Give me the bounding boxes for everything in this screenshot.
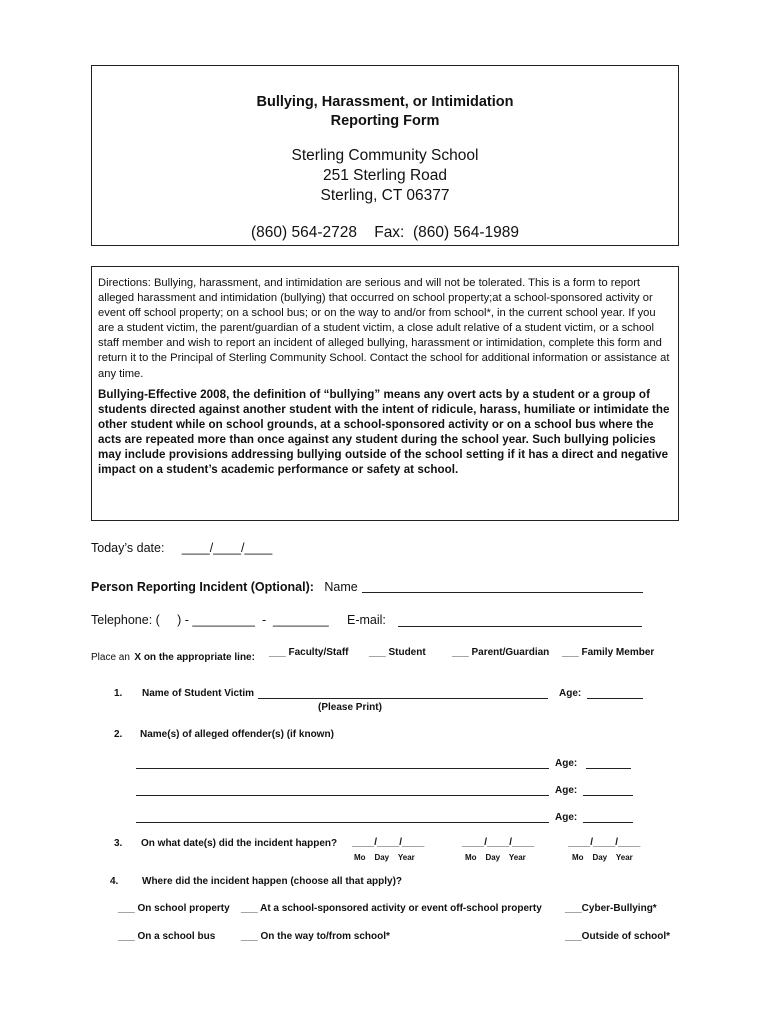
address-line-1: 251 Sterling Road: [322, 167, 448, 184]
victim-name-field[interactable]: [258, 698, 548, 699]
school-address: [92, 146, 678, 206]
bullying-definition: Bullying-Effective 2008, the definition of “bullying” means any overt acts by a student or a group of students directed against another student with the intent of ridicule, harass, humiliate or intimidate the other student while on school grounds, at a school-sponsored activity or on a school bus where the acts are repeated more than once against any student during the school year. Such bullying policies may include provisions addressing bullying outside of the school setting if it has a direct and negative impact on a student’s academic performance or safety at school.: [98, 387, 670, 477]
role-student[interactable]: ___ Student: [369, 647, 426, 658]
offender-age-field[interactable]: [583, 822, 633, 823]
header-box: [91, 65, 679, 246]
offender-name-field[interactable]: [136, 768, 549, 769]
offender-age-label: Age:: [555, 812, 578, 823]
incident-date-field[interactable]: ____/____/____: [462, 837, 535, 848]
school-name: Sterling Community School: [291, 147, 479, 164]
location-cyber-bullying[interactable]: ___Cyber-Bullying*: [565, 903, 657, 914]
q1-number: 1.: [114, 688, 123, 699]
location-on-school-property[interactable]: ___ On school property: [118, 903, 230, 914]
role-parent-guardian[interactable]: ___ Parent/Guardian: [452, 647, 550, 658]
role-faculty-staff[interactable]: ___ Faculty/Staff: [269, 647, 349, 658]
q2-label: Name(s) of alleged offender(s) (if known): [140, 729, 334, 740]
date-legend: Mo Day Year: [465, 853, 526, 862]
form-title: [92, 93, 678, 131]
victim-age-field[interactable]: [587, 698, 643, 699]
q4-number: 4.: [110, 876, 119, 887]
q3-number: 3.: [114, 838, 123, 849]
role-row: [91, 647, 255, 665]
offender-age-label: Age:: [555, 758, 578, 769]
reporter-label: Person Reporting Incident (Optional):: [91, 580, 314, 594]
date-legend: Mo Day Year: [354, 853, 415, 862]
title-line-1: Bullying, Harassment, or Intimidation: [256, 94, 514, 110]
today-date-row: [91, 541, 272, 555]
q1-age-label: Age:: [559, 688, 582, 699]
email-label: E-mail:: [347, 613, 386, 627]
offender-name-field[interactable]: [136, 795, 549, 796]
date-legend: Mo Day Year: [572, 853, 633, 862]
directions-box: [91, 266, 679, 521]
telephone-field[interactable]: Telephone: ( ) - _________ - ________: [91, 613, 329, 627]
phone-fax: (860) 564-2728 Fax: (860) 564-1989: [251, 224, 519, 241]
q1-label: Name of Student Victim: [142, 688, 255, 699]
title-line-2: Reporting Form: [330, 113, 440, 129]
please-print-note: (Please Print): [318, 702, 382, 713]
location-outside-of-school[interactable]: ___Outside of school*: [565, 931, 671, 942]
place-prefix: Place an: [91, 652, 130, 663]
offender-age-label: Age:: [555, 785, 578, 796]
q3-label: On what date(s) did the incident happen?: [141, 838, 338, 849]
q4-label: Where did the incident happen (choose all that apply)?: [142, 876, 403, 887]
q2-number: 2.: [114, 729, 123, 740]
reporter-name-label: Name: [324, 580, 358, 594]
reporter-name-field[interactable]: [362, 592, 643, 593]
address-line-2: Sterling, CT 06377: [320, 187, 450, 204]
reporter-row: [91, 578, 651, 596]
offender-age-field[interactable]: [583, 795, 633, 796]
offender-name-field[interactable]: [136, 822, 549, 823]
location-school-sponsored-event[interactable]: ___ At a school-sponsored activity or event off-school property: [241, 903, 542, 914]
place-instruction: X on the appropriate line:: [134, 652, 255, 663]
incident-date-field[interactable]: ____/____/____: [352, 837, 425, 848]
today-date-label: Today’s date:: [91, 541, 165, 555]
directions-text: Directions: Bullying, harassment, and intimidation are serious and will not be tolerated. This is a form to report alleged harassment and intimidation (bullying) that occurred on school property;at a school-sponsored activity or event off school property; on a school bus; or on the way to and/or from school*, in the current school year. If you are a student victim, the parent/guardian of a student victim, a close adult relative of a student victim, or a school staff member and wish to report an incident of alleged bullying, harassment or intimidation, complete this form and return it to the Principal of Sterling Community School. Contact the school for additional information or assistance at any time.: [98, 277, 670, 380]
location-way-to-from-school[interactable]: ___ On the way to/from school*: [241, 931, 390, 942]
role-family-member[interactable]: ___ Family Member: [562, 647, 655, 658]
email-field[interactable]: [398, 626, 642, 627]
incident-date-field[interactable]: ____/____/____: [568, 837, 641, 848]
today-date-field[interactable]: ____/____/____: [181, 541, 273, 555]
offender-age-field[interactable]: [586, 768, 631, 769]
location-school-bus[interactable]: ___ On a school bus: [118, 931, 216, 942]
